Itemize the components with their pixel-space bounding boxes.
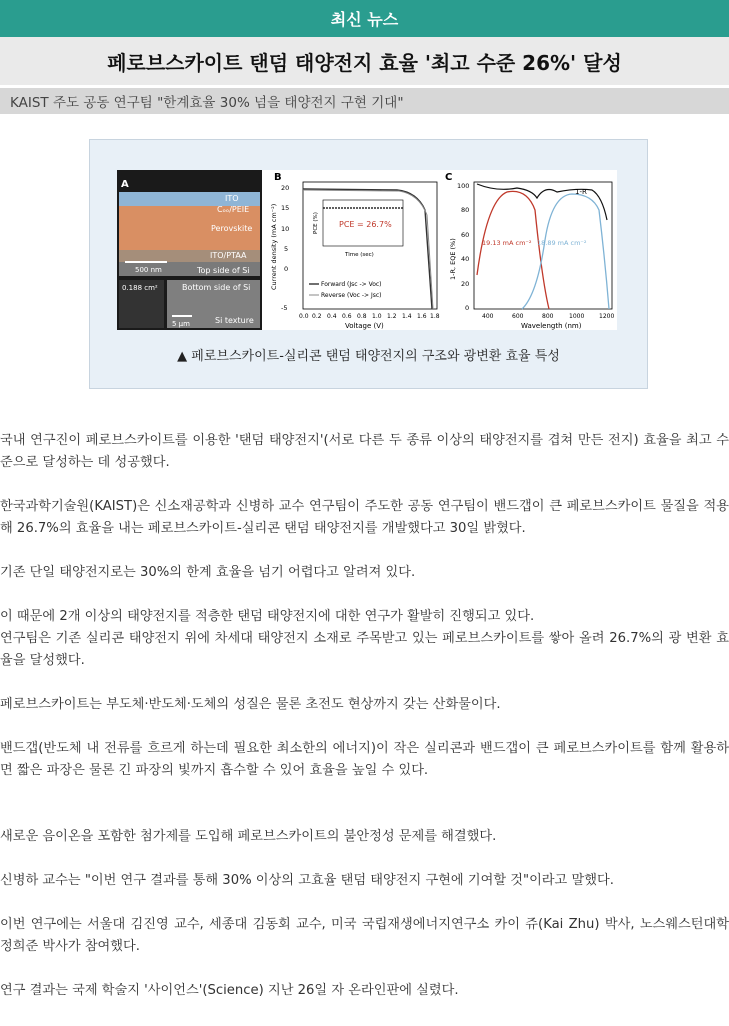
b-xtick-8: 1.6 xyxy=(417,313,427,320)
paragraph: 신병하 교수는 "이번 연구 결과를 통해 30% 이상의 고효율 탠덤 태양전지 구현에 기여할 것"이라고 말했다. xyxy=(0,873,614,888)
c-ytick-100: 100 xyxy=(457,182,470,190)
paragraph: 연구팀은 기존 실리콘 태양전지 위에 차세대 태양전지 소재로 주목받고 있는 페로브스카이트를 쌓아 올려 26.7%의 광 변환 효율을 달성했다. xyxy=(0,631,729,668)
one-minus-r-label: 1-R xyxy=(575,188,587,196)
figure-box xyxy=(89,139,648,389)
c-ytick-20: 20 xyxy=(461,280,470,288)
panel-c-letter: C xyxy=(445,172,453,183)
label-si-texture: Si texture xyxy=(215,316,254,325)
label-bottom-si: Bottom side of Si xyxy=(182,283,251,292)
b-xtick-7: 1.4 xyxy=(402,313,412,320)
panel-a xyxy=(117,170,262,330)
b-xtick-3: 0.6 xyxy=(342,313,352,320)
label-top-si: Top side of Si xyxy=(197,266,250,275)
b-ytick-neg5: -5 xyxy=(281,304,288,312)
paragraph: 새로운 음이온을 포함한 첨가제를 도입해 페로브스카이트의 불안정성 문제를 해결했다. xyxy=(0,829,497,844)
paragraph: 국내 연구진이 페로브스카이트를 이용한 '탠덤 태양전지'(서로 다른 두 종류 이상의 태양전지를 겹쳐 만든 전지) 효율을 최고 수준으로 달성하는 데 성공했다. xyxy=(0,433,729,470)
section-header xyxy=(0,0,729,37)
inset-xlabel: Time (sec) xyxy=(345,252,374,258)
paragraph: 이번 연구에는 서울대 김진영 교수, 세종대 김동회 교수, 미국 국립재생에너지연구소 카이 쥬(Kai Zhu) 박사, 노스웨스턴대학 정희준 박사가 참여했다. xyxy=(0,917,729,954)
pce-value: PCE = 26.7% xyxy=(339,220,392,229)
b-xtick-9: 1.8 xyxy=(430,313,440,320)
label-ptaa: ITO/PTAA xyxy=(210,251,247,260)
b-ytick-20: 20 xyxy=(281,184,290,192)
b-xtick-6: 1.2 xyxy=(387,313,397,320)
c-xtick-600: 600 xyxy=(512,313,524,320)
c-ytick-0: 0 xyxy=(465,304,470,312)
eqe-top-cell-curve xyxy=(477,191,549,309)
b-xtick-4: 0.8 xyxy=(357,313,367,320)
article-subtitle-bar xyxy=(0,88,729,114)
b-xlabel: Voltage (V) xyxy=(345,322,384,330)
c-ytick-60: 60 xyxy=(461,231,470,239)
b-ytick-5: 5 xyxy=(284,245,289,253)
b-ytick-10: 10 xyxy=(281,225,290,233)
paragraph: 이 때문에 2개 이상의 태양전지를 적층한 탠덤 태양전지에 대한 연구가 활발히 진행되고 있다. xyxy=(0,609,535,624)
article-body xyxy=(0,430,729,1024)
article-subtitle: KAIST 주도 공동 연구팀 "한계효율 30% 넘을 태양전지 구현 기대" xyxy=(10,95,404,111)
figure-caption: ▲ 페로브스카이트-실리콘 탠덤 태양전지의 구조와 광변환 효율 특성 xyxy=(177,349,560,364)
ito-layer xyxy=(119,192,260,206)
paragraph: 한국과학기술원(KAIST)은 신소재공학과 신병하 교수 연구팀이 주도한 공동 연구팀이 밴드갭이 큰 페로브스카이트 물질을 적용해 26.7%의 효율을 내는 페로브스카이트-실리콘 탠덤 태양전지를 개발했다고 30일 밝혔다. xyxy=(0,499,729,536)
label-perovskite: Perovskite xyxy=(211,224,253,233)
panel-b-letter: B xyxy=(274,172,282,183)
b-ytick-0: 0 xyxy=(284,265,289,273)
b-ylabel: Current density (mA cm⁻²) xyxy=(270,203,278,290)
c-ytick-80: 80 xyxy=(461,206,470,214)
b-xtick-2: 0.4 xyxy=(327,313,337,320)
panel-a-letter: A xyxy=(121,179,129,190)
article-title: 페로브스카이트 탠덤 태양전지 효율 '최고 수준 26%' 달성 xyxy=(107,50,622,75)
figure-image xyxy=(117,170,617,330)
paragraph: 밴드갭(반도체 내 전류를 흐르게 하는데 필요한 최소한의 에너지)이 작은 실리콘과 밴드갭이 큰 페로브스카이트를 함께 활용하면 짧은 파장은 물론 긴 파장의 빛까지 흡수할 수 있어 효율을 높일 수 있다. xyxy=(0,741,729,778)
panel-c xyxy=(445,172,614,330)
inset-ylabel: PCE (%) xyxy=(313,212,319,234)
headline-box xyxy=(0,37,729,86)
figure-svg xyxy=(117,170,617,330)
c-xlabel: Wavelength (nm) xyxy=(521,322,582,330)
label-c60: Cₒₒ/PEIE xyxy=(217,205,250,214)
area-label: 0.188 cm² xyxy=(122,284,158,292)
panel-b xyxy=(270,172,440,330)
c-xtick-800: 800 xyxy=(542,313,554,320)
b-xtick-1: 0.2 xyxy=(312,313,322,320)
paragraph: 페로브스카이트는 부도체·반도체·도체의 성질은 물론 초전도 현상까지 갖는 산화물이다. xyxy=(0,697,501,712)
c-ylabel: 1-R, EQE (%) xyxy=(449,238,457,280)
scale-label-1: 500 nm xyxy=(135,266,162,274)
b-ytick-15: 15 xyxy=(281,204,290,212)
section-title: 최신 뉴스 xyxy=(330,10,399,29)
paragraph: 기존 단일 태양전지로는 30%의 한계 효율을 넘기 어렵다고 알려져 있다. xyxy=(0,565,416,580)
b-xtick-0: 0.0 xyxy=(299,313,309,320)
c-xtick-1000: 1000 xyxy=(569,313,585,320)
c-xtick-1200: 1200 xyxy=(599,313,615,320)
c-ytick-40: 40 xyxy=(461,255,470,263)
scale-label-2: 5 μm xyxy=(172,320,190,328)
b-xtick-5: 1.0 xyxy=(372,313,382,320)
label-ito: ITO xyxy=(225,194,239,203)
legend-reverse: Reverse (Voc -> Jsc) xyxy=(321,292,382,299)
red-jsc-label: 19.13 mA cm⁻² xyxy=(482,239,532,247)
paragraph: 연구 결과는 국제 학술지 '사이언스'(Science) 지난 26일 자 온라인판에 실렸다. xyxy=(0,983,459,998)
c-xtick-400: 400 xyxy=(482,313,494,320)
legend-forward: Forward (Jsc -> Voc) xyxy=(321,281,382,288)
blue-jsc-label: 18.89 mA cm⁻² xyxy=(537,239,587,247)
